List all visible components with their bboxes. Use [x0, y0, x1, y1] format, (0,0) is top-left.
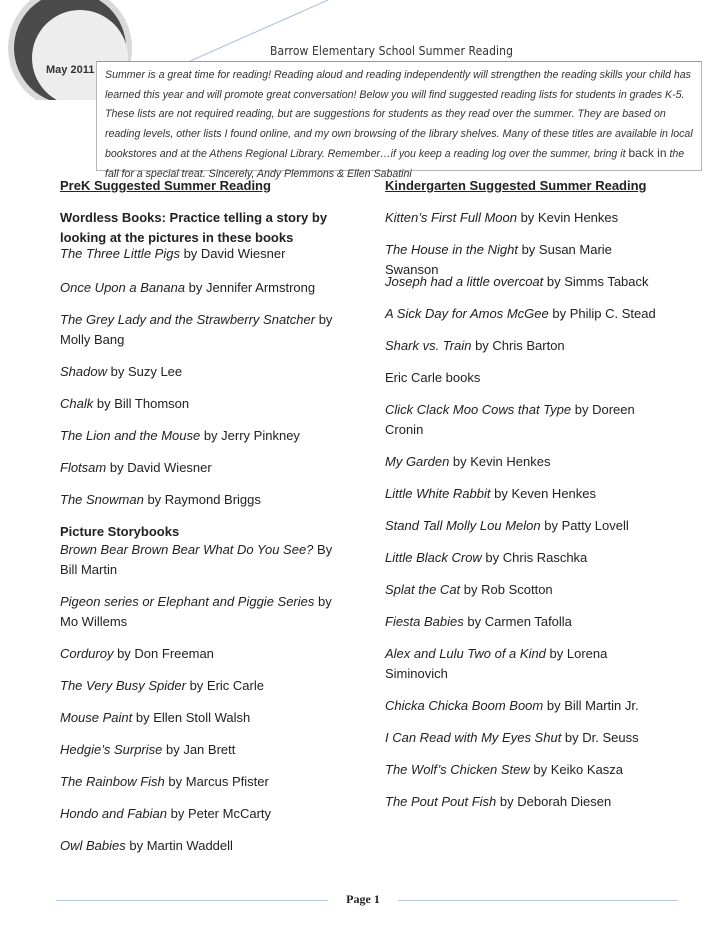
date-label: May 2011 [46, 64, 95, 76]
book-author: by Ellen Stoll Walsh [132, 710, 251, 725]
book-author: by Jerry Pinkney [200, 428, 300, 443]
book-title: Mouse Paint [60, 710, 133, 725]
book-title: Chicka Chicka Boom Boom [385, 698, 544, 713]
book-title: A Sick Day for Amos McGee [385, 306, 549, 321]
book-author: by Lorena Siminovich [385, 646, 608, 681]
book-item [60, 644, 340, 664]
book-item [385, 580, 665, 600]
book-item [60, 490, 340, 510]
book-item [60, 804, 340, 824]
intro-text-part-1: Summer is a great time for reading! Reading aloud and reading independently will strengthen the reading skills your child has learned this year and will promote great conversation! Below you will find suggested reading lists for students in grades K-5. These lists are not required reading, but are suggestions for students as they read over the summer. They are based on reading levels, other lists I found online, and my own browsing of the library shelves. Many of these titles are available in local bookstores and at the Athens Regional Library. Remember…if you keep a reading log over the summer, bring it [105, 69, 693, 160]
book-item [385, 368, 665, 388]
book-author: by Rob Scotton [460, 582, 553, 597]
book-item [60, 592, 335, 632]
book-title: The Pout Pout Fish [385, 794, 497, 809]
book-item [385, 400, 640, 440]
book-author: By Bill Martin [60, 542, 333, 577]
book-author: by Eric Carle [185, 678, 264, 693]
footer-rule-left [56, 900, 328, 901]
book-title: Chalk [60, 396, 94, 411]
book-item [60, 836, 340, 856]
book-item [385, 548, 665, 568]
book-title: The Snowman [60, 492, 144, 507]
book-item [60, 310, 335, 350]
school-title: Barrow Elementary School Summer Reading [270, 44, 514, 58]
book-item [385, 272, 665, 292]
page-number: Page 1 [346, 892, 380, 906]
book-author: by Chris Barton [471, 338, 565, 353]
book-item [385, 304, 665, 324]
book-author: by Deborah Diesen [496, 794, 612, 809]
book-item [385, 208, 665, 228]
book-title: My Garden [385, 454, 450, 469]
book-title: Corduroy [60, 646, 114, 661]
book-author: by Susan Marie Swanson [385, 242, 612, 277]
book-item [60, 244, 340, 264]
book-title: The Three Little Pigs [60, 246, 180, 261]
book-title: Click Clack Moo Cows that Type [385, 402, 572, 417]
book-title: Shark vs. Train [385, 338, 472, 353]
book-author: by Chris Raschka [481, 550, 588, 565]
intro-box [96, 61, 702, 180]
book-title: The Wolf’s Chicken Stew [385, 762, 530, 777]
book-title: The Grey Lady and the Strawberry Snatcher [60, 312, 316, 327]
book-title: Hedgie’s Surprise [60, 742, 163, 757]
kindergarten-heading: Kindergarten Suggested Summer Reading [385, 178, 647, 193]
book-author: by Peter McCarty [166, 806, 272, 821]
book-title: I Can Read with My Eyes Shut [385, 730, 562, 745]
book-author: by David Wiesner [106, 460, 212, 475]
book-title: The Rainbow Fish [60, 774, 165, 789]
book-author: by Jan Brett [162, 742, 236, 757]
book-item [60, 458, 340, 478]
intro-text [105, 66, 695, 184]
book-item [60, 540, 335, 580]
book-item [385, 728, 665, 748]
footer-rule-right [398, 900, 678, 901]
book-author: by Martin Waddell [125, 838, 233, 853]
book-item [385, 644, 625, 684]
book-author: by Kevin Henkes [449, 454, 551, 469]
book-title: Little White Rabbit [385, 486, 491, 501]
wordless-heading: Wordless Books: Practice telling a story by looking at the pictures in these books [60, 210, 328, 245]
book-item [60, 740, 340, 760]
intro-text-part-3: the fall for a special treat. Sincerely, Andy Plemmons & Ellen Sabatini [105, 148, 685, 180]
book-title: Once Upon a Banana [60, 280, 186, 295]
book-item [60, 278, 340, 298]
book-author: by Don Freeman [113, 646, 214, 661]
book-title: Splat the Cat [385, 582, 461, 597]
book-author: by Dr. Seuss [561, 730, 639, 745]
book-title: Joseph had a little overcoat [385, 274, 544, 289]
book-title: Pigeon series or Elephant and Piggie Series [60, 594, 315, 609]
book-title: The Lion and the Mouse [60, 428, 201, 443]
book-item [385, 760, 665, 780]
book-title: Little Black Crow [385, 550, 482, 565]
book-item [60, 708, 340, 728]
book-title: Shadow [60, 364, 107, 379]
book-author: by Molly Bang [60, 312, 333, 347]
book-item [385, 792, 665, 812]
book-author: Eric Carle books [385, 370, 481, 385]
book-title: The House in the Night [385, 242, 518, 257]
picture-storybooks-heading: Picture Storybooks [60, 524, 180, 539]
book-author: by Keiko Kasza [529, 762, 623, 777]
book-author: by Philip C. Stead [548, 306, 656, 321]
book-item [385, 484, 665, 504]
book-author: by Suzy Lee [106, 364, 183, 379]
book-item [60, 362, 340, 382]
book-author: by Kevin Henkes [516, 210, 619, 225]
book-item [60, 676, 340, 696]
book-item [385, 452, 665, 472]
book-title: Brown Bear Brown Bear What Do You See? [60, 542, 314, 557]
book-item [385, 612, 665, 632]
book-item [385, 696, 665, 716]
book-author: by Patty Lovell [540, 518, 629, 533]
book-title: The Very Busy Spider [60, 678, 186, 693]
book-title: Stand Tall Molly Lou Melon [385, 518, 541, 533]
book-author: by Simms Taback [543, 274, 649, 289]
book-title: Hondo and Fabian [60, 806, 167, 821]
book-title: Fiesta Babies [385, 614, 464, 629]
book-item [385, 516, 665, 536]
book-title: Owl Babies [60, 838, 126, 853]
intro-text-part-2: back in [628, 146, 667, 160]
book-author: by Mo Willems [60, 594, 332, 629]
book-item [60, 426, 340, 446]
book-author: by Bill Martin Jr. [543, 698, 639, 713]
book-item [385, 336, 665, 356]
book-author: by Raymond Briggs [143, 492, 261, 507]
book-author: by Doreen Cronin [385, 402, 635, 437]
book-author: by David Wiesner [179, 246, 286, 261]
book-title: Flotsam [60, 460, 107, 475]
book-item [60, 772, 340, 792]
book-author: by Jennifer Armstrong [185, 280, 316, 295]
book-author: by Marcus Pfister [164, 774, 269, 789]
prek-heading: PreK Suggested Summer Reading [60, 178, 271, 193]
book-author: by Bill Thomson [93, 396, 190, 411]
book-item [60, 394, 340, 414]
book-author: by Carmen Tafolla [463, 614, 572, 629]
book-title: Alex and Lulu Two of a Kind [385, 646, 546, 661]
book-title: Kitten’s First Full Moon [385, 210, 517, 225]
book-author: by Keven Henkes [490, 486, 597, 501]
